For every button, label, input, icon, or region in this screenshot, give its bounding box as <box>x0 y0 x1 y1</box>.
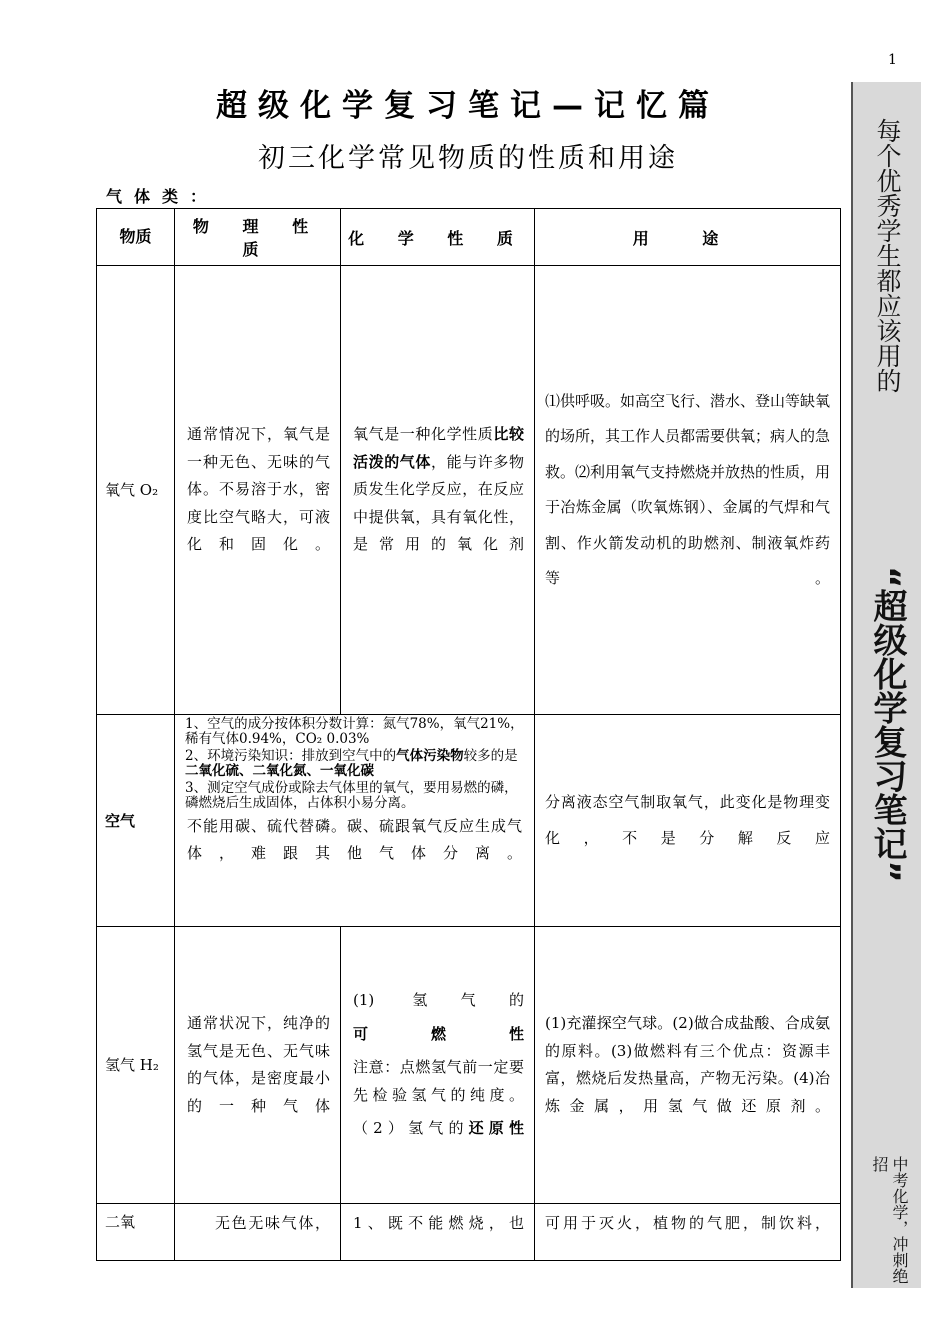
uses-text: ⑴供呼吸。如高空飞行、潜水、登山等缺氧的场所，其工作人员都需要供氧；病人的急救。⑵利用氧气支持燃烧并放热的性质，用于冶炼金属（吹氧炼钢）、金属的气焊和气割、作火箭发动机的助燃剂、制液氧炸药等。 <box>545 391 831 587</box>
physical-cell <box>175 927 341 1204</box>
air-note-bold: 气体污染物 <box>396 748 464 764</box>
uses-text: 分离液态空气制取氧气，此变化是物理变化，不是分解反应 <box>545 793 830 847</box>
air-notes-cell <box>175 715 535 927</box>
uses-cell <box>535 266 841 715</box>
substance-name: 二氧 <box>97 1204 175 1261</box>
chemical-cell <box>341 1204 535 1261</box>
physical-cell <box>175 1204 341 1261</box>
physical-text: 通常情况下，氧气是一种无色、无味的气体。不易溶于水，密度比空气略大，可液化和固化。 <box>187 425 330 554</box>
chemical-cell <box>341 266 535 715</box>
table-row-air <box>97 715 841 927</box>
chemical-cell <box>341 927 535 1204</box>
chemical-text-bold: 还原性 <box>468 1119 524 1138</box>
air-note-2 <box>175 747 534 779</box>
substance-name: 氧气 O₂ <box>97 266 175 715</box>
air-note-part: 较多的是 <box>463 748 518 764</box>
substance-name: 氢气 H₂ <box>97 927 175 1204</box>
page-title: 超级化学复习笔记—记忆篇 <box>216 88 720 124</box>
uses-cell <box>535 1204 841 1261</box>
category-heading: 气体类： <box>106 187 219 206</box>
chemical-text-part: 氧气是一种化学性质 <box>353 425 494 444</box>
physical-text: 通常状况下，纯净的氢气是无色、无气味的气体，是密度最小的一种气体 <box>187 1014 330 1115</box>
air-note-4: 不能用碳、硫代替磷。碳、硫跟氧气反应生成气体，难跟其他气体分离。 <box>187 817 522 862</box>
header-substance: 物质 <box>97 209 175 266</box>
uses-text: 可用于灭火，植物的气肥，制饮料， <box>545 1214 830 1232</box>
chemical-line-1: (1) 氢气的 <box>353 991 524 1010</box>
side-slogan-top: 每个优秀学生都应该用的 <box>873 118 902 393</box>
chemical-line-3: 注意：点燃氢气前一定要先检验氢气的纯度。 <box>353 1058 524 1104</box>
chemical-text: 1、既不能燃烧，也 <box>353 1214 524 1232</box>
substance-name: 空气 <box>97 715 175 927</box>
chemical-text-bold: 比较活泼的气体 <box>353 425 524 471</box>
side-slogan-bottom: 中考化学，冲刺绝招 <box>870 1156 909 1284</box>
side-slogan-title: “超级化学复习笔记” <box>867 566 907 883</box>
table-row-hydrogen <box>97 927 841 1204</box>
chemical-text-bold: 可燃性 <box>353 1024 524 1043</box>
header-uses: 用 途 <box>535 209 841 266</box>
page-number: 1 <box>888 52 897 68</box>
chemical-text-part: （2）氢气的 <box>353 1119 469 1138</box>
physical-cell <box>175 266 341 715</box>
header-chemical: 化 学 性 质 <box>341 209 535 266</box>
physical-text: 无色无味气体， <box>215 1214 330 1232</box>
air-note-bold: 二氧化硫、二氧化氮、一氧化碳 <box>185 763 374 779</box>
chemical-line-2 <box>341 1021 534 1049</box>
table-row-oxygen <box>97 266 841 715</box>
header-physical: 物 理 性 质 <box>175 209 341 266</box>
chemical-line-4 <box>341 1115 534 1149</box>
properties-table <box>96 208 841 1261</box>
table-row-co2 <box>97 1204 841 1261</box>
chemical-text-part: ，能与许多物质发生化学反应，在反应中提供氧，具有氧化性，是常用的氧化剂 <box>353 452 524 554</box>
uses-cell <box>535 927 841 1204</box>
page-subtitle: 初三化学常见物质的性质和用途 <box>258 143 678 174</box>
air-note-part: 2、环境污染知识：排放到空气中的 <box>185 748 397 764</box>
side-banner <box>851 82 921 1288</box>
uses-cell <box>535 715 841 927</box>
uses-text: (1)充灌探空气球。(2)做合成盐酸、合成氨的原料。(3)做燃料有三个优点：资源丰富，燃烧后发热量高，产物无污染。(4)冶炼金属，用氢气做还原剂。 <box>545 1014 830 1115</box>
chemical-text <box>341 415 534 565</box>
air-note-3: 3、测定空气成份或除去气体里的氧气，要用易燃的磷，磷燃烧后生成固体，占体积小易分离。 <box>185 780 518 811</box>
air-note-1: 1、空气的成分按体积分数计算：氮气78%，氧气21%，稀有气体0.94%，CO₂ 0.03% <box>185 716 524 747</box>
table-header-row <box>97 209 841 266</box>
